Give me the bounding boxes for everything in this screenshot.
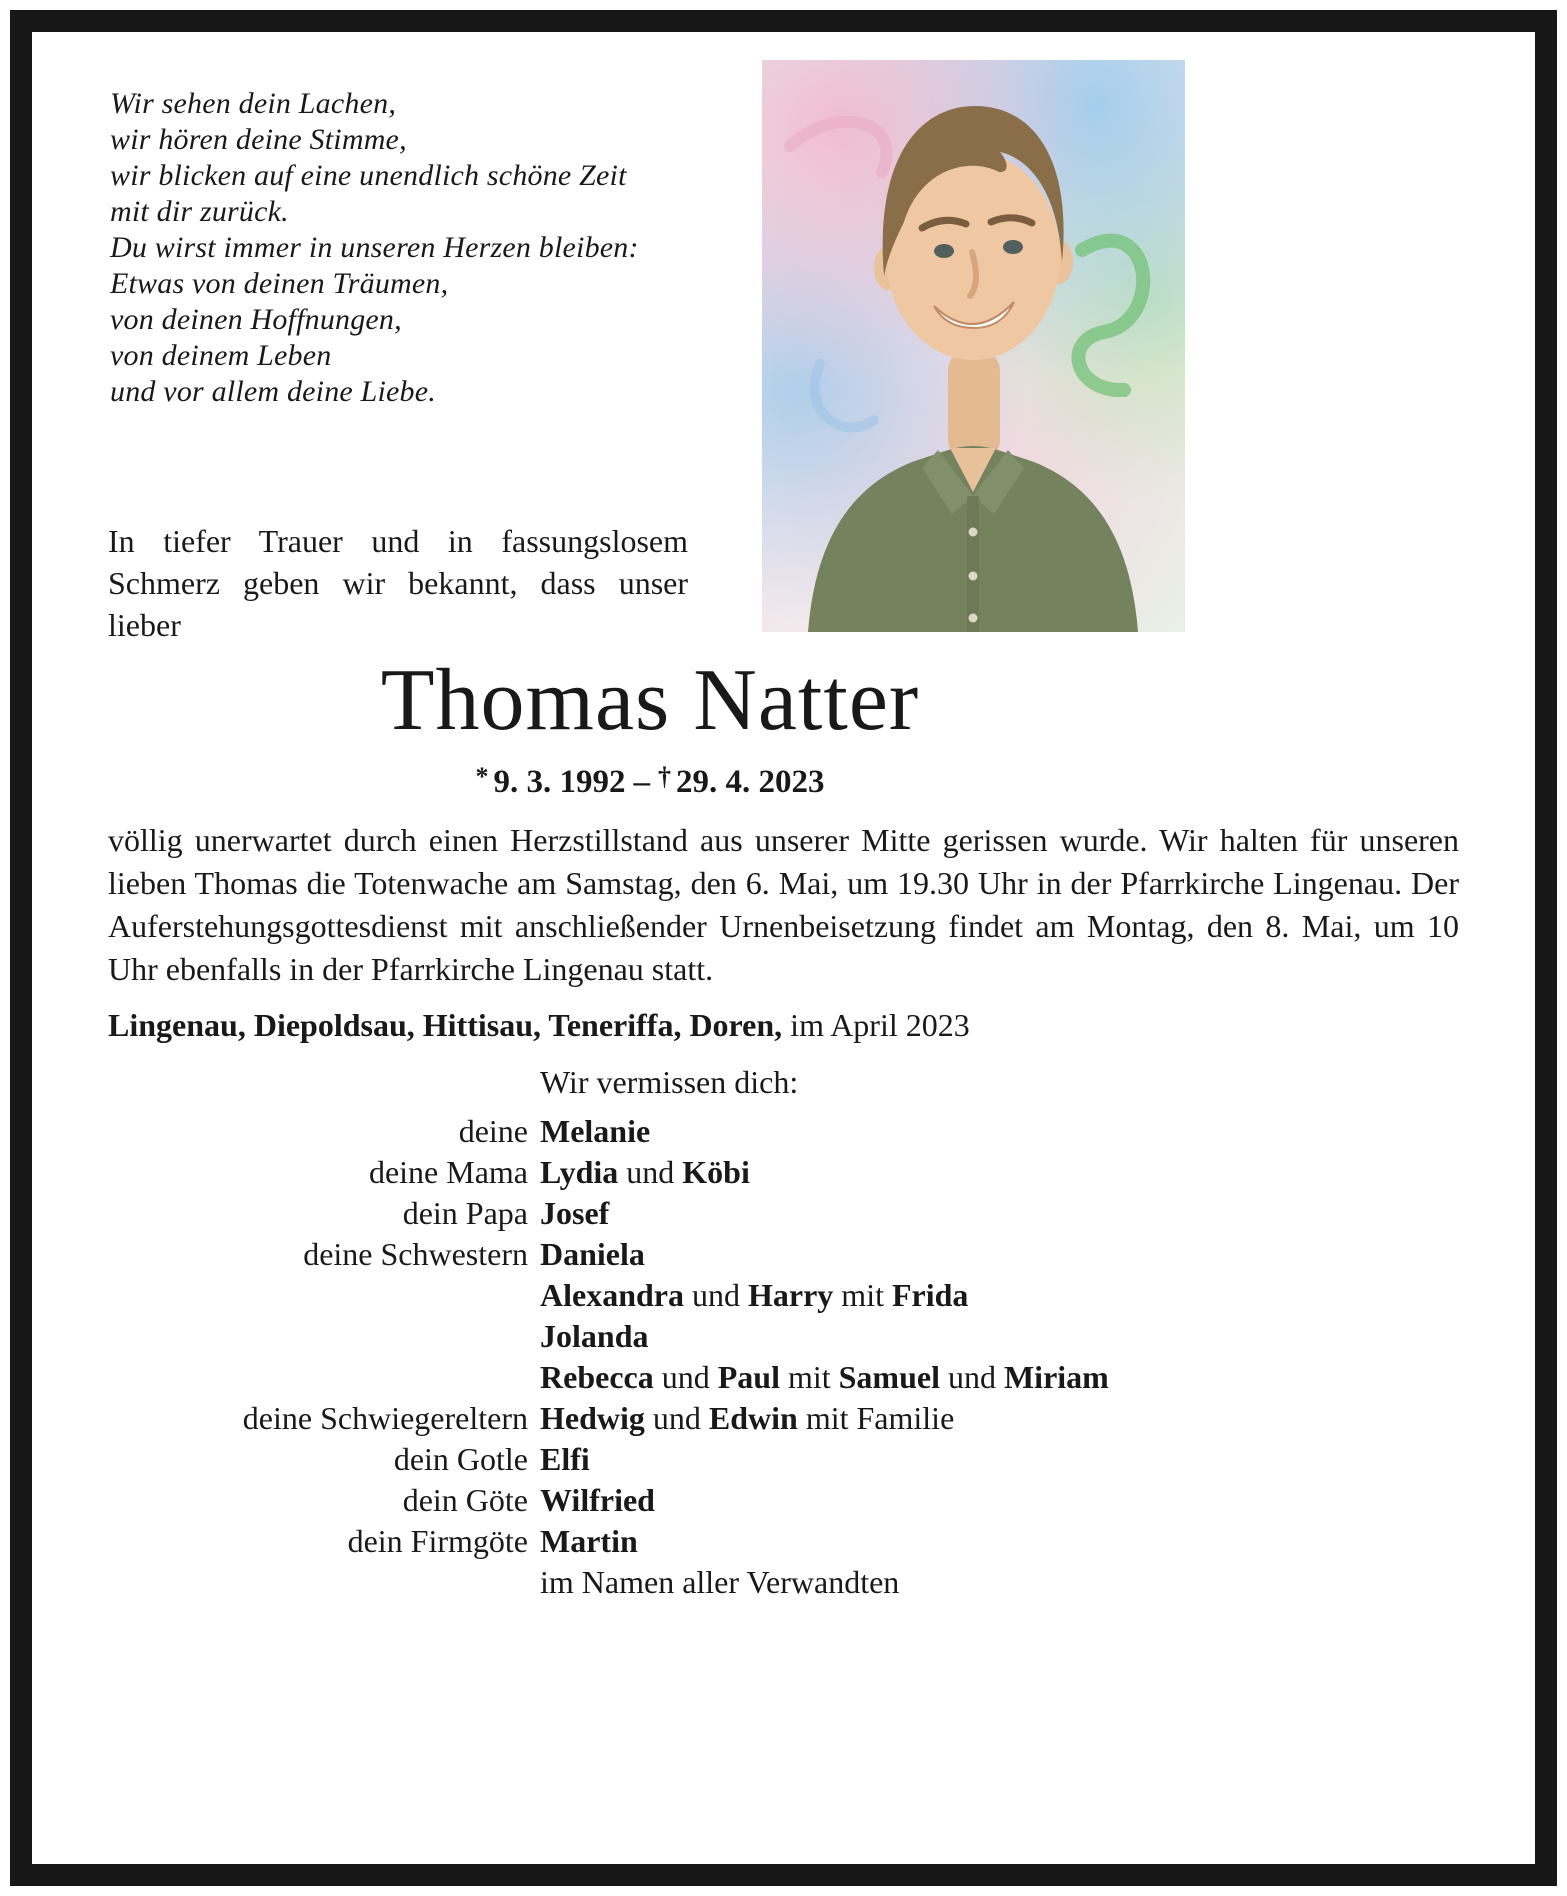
family-relation-label: deine Schwestern	[303, 1235, 528, 1272]
family-relation-label: dein Göte	[402, 1481, 528, 1518]
family-relation-label: dein Firmgöte	[347, 1522, 528, 1559]
eye-right	[1003, 240, 1023, 254]
family-relation-label	[108, 1562, 528, 1603]
family-names: Alexandra und Harry mit Frida	[540, 1276, 969, 1313]
family-names: Daniela	[540, 1235, 645, 1272]
family-relation-label: deine Schwiegereltern	[242, 1399, 528, 1436]
eye-left	[934, 244, 954, 258]
family-relation-label	[108, 1357, 528, 1398]
shirt-button	[969, 572, 978, 581]
family-names: Rebecca und Paul mit Samuel und Miriam	[540, 1358, 1109, 1395]
deceased-name: Thomas Natter	[380, 652, 920, 749]
family-relation-label: dein Papa	[402, 1194, 528, 1231]
poem-line: Etwas von deinen Träumen,	[110, 267, 449, 300]
family-names: Elfi	[540, 1440, 590, 1477]
dates-separator: –	[633, 763, 650, 800]
shirt-placket	[967, 496, 979, 632]
memorial-poem	[110, 86, 639, 410]
shirt-button	[969, 528, 978, 537]
birth-star-symbol: *	[475, 761, 489, 791]
announcement-intro: In tiefer Trauer und in fassungslosem Schmerz geben wir bekannt, dass unser lieber	[108, 523, 688, 643]
family-relation-label: deine Mama	[368, 1153, 528, 1190]
places-date: im April 2023	[790, 1006, 970, 1043]
neck	[948, 350, 1000, 460]
shirt-button	[969, 614, 978, 623]
we-miss-you-heading: Wir vermissen dich:	[540, 1063, 799, 1100]
poem-line: Du wirst immer in unseren Herzen bleiben:	[110, 231, 639, 264]
family-names: Martin	[540, 1522, 638, 1559]
top-section	[0, 0, 1567, 648]
poem-line: von deinen Hoffnungen,	[110, 303, 402, 336]
poem-line: Wir sehen dein Lachen,	[110, 87, 397, 120]
places-line	[108, 1007, 1459, 1044]
birth-date: 9. 3. 1992	[493, 763, 626, 800]
portrait-photo	[762, 60, 1185, 632]
poem-line: wir blicken auf eine unendlich schöne Zeit	[110, 159, 627, 192]
life-dates	[0, 762, 1300, 801]
family-names: Wilfried	[540, 1481, 655, 1518]
family-names: Josef	[540, 1194, 610, 1231]
death-date: 29. 4. 2023	[676, 763, 825, 800]
family-relation-label: dein Gotle	[393, 1440, 528, 1477]
portrait-illustration	[762, 60, 1185, 632]
family-relation-label: deine	[458, 1112, 528, 1149]
closing-line: im Namen aller Verwandten	[540, 1563, 900, 1600]
family-relation-label	[108, 1275, 528, 1316]
family-relation-label	[108, 1316, 528, 1357]
family-names: Jolanda	[540, 1317, 649, 1354]
family-names: Lydia und Köbi	[540, 1153, 750, 1190]
poem-line: wir hören deine Stimme,	[110, 123, 407, 156]
family-list	[108, 1111, 1459, 1603]
poem-line: von deinem Leben	[110, 339, 332, 372]
poem-line: und vor allem deine Liebe.	[110, 375, 436, 408]
family-names: Melanie	[540, 1112, 651, 1149]
death-cross-symbol: †	[658, 761, 671, 791]
family-names: Hedwig und Edwin mit Familie	[540, 1399, 955, 1436]
poem-line: mit dir zurück.	[110, 195, 289, 228]
announcement-body: völlig unerwartet durch einen Herzstillstand aus unserer Mitte gerissen wurde. Wir halten für unseren lieben Thomas die Totenwache am Samstag, den 6. Mai, um 19.30 Uhr in der Pfarrkirche Lingenau. Der Auferstehungsgottesdienst mit anschließender Urnenbeisetzung findet am Montag, den 8. Mai, um 10 Uhr ebenfalls in der Pfarrkirche Lingenau statt.	[108, 821, 1459, 987]
places-bold: Lingenau, Diepoldsau, Hittisau, Teneriffa, Doren,	[108, 1006, 783, 1043]
